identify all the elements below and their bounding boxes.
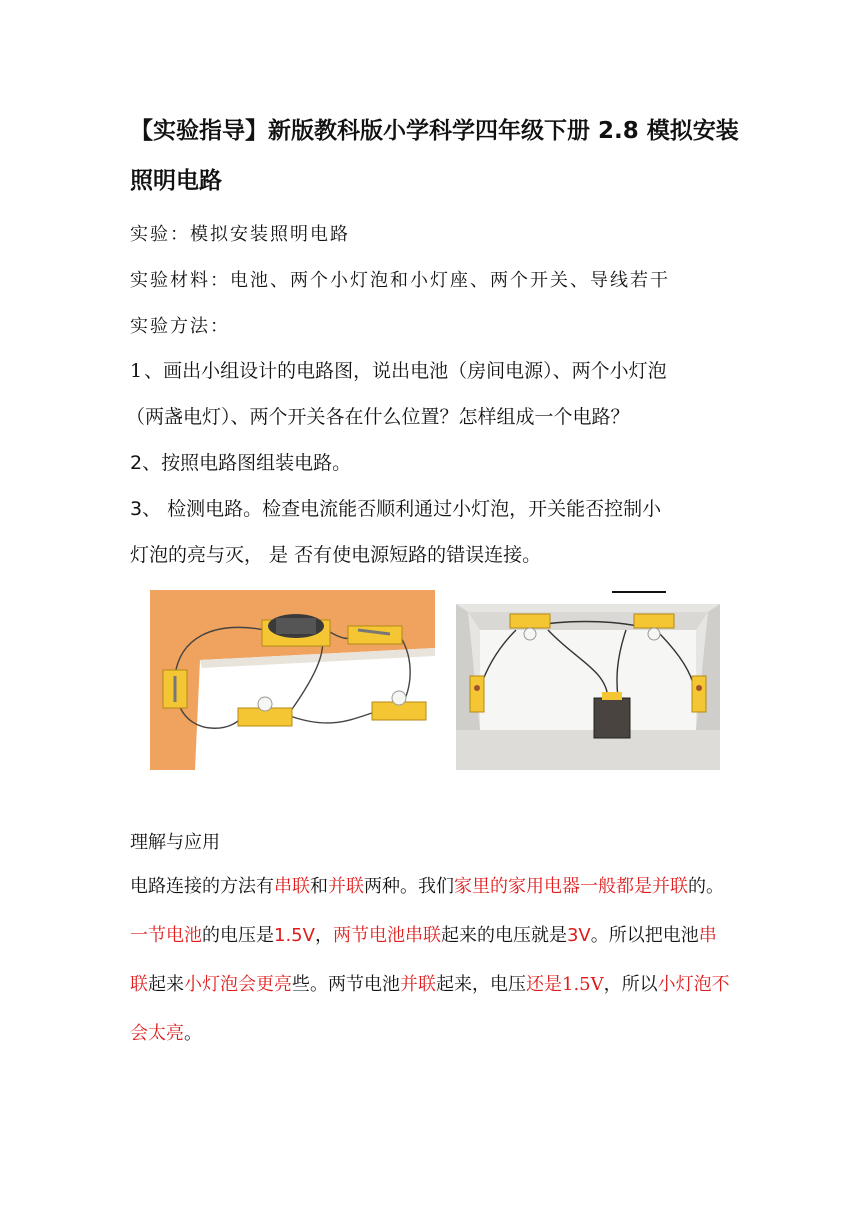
circuit-photo-right [456,590,720,770]
step-1-text: 、画出小组设计的电路图，说出电池（房间电源）、两个小灯泡 [144,360,667,382]
page-title: 【实验指导】新版教科版小学科学四年级下册 2.8 模拟安装照明电路 [130,118,739,194]
step-3-line-2: 灯泡的亮与灭， 是 否有使电源短路的错误连接。 [130,544,542,566]
step-1-line-1 [130,356,730,383]
apply-highlight-8: 串联 [130,925,717,995]
step-2: 2、按照电路图组装电路。 [130,452,352,474]
apply-highlight-6: 两节电池串联 [332,925,441,946]
experiment-line: 实验：模拟安装照明电路 [130,224,350,245]
apply-highlight-12: 小灯泡不会太亮 [130,974,730,1044]
apply-text-9: 起来 [148,974,184,995]
step-1-line-2: （两盏电灯）、两个开关各在什么位置？怎样组成一个电路？ [126,406,630,428]
apply-text-10: 些。两节电池 [292,974,400,995]
apply-text-11: 起来，电压 [436,974,526,995]
apply-text-3: 两种。我们 [364,876,454,897]
apply-text-6: ， [314,925,333,946]
apply-text-12: ，所以 [603,974,658,995]
apply-highlight-9: 小灯泡会更亮 [184,974,292,995]
apply-text-2: 和 [310,876,328,897]
apply-highlight-10: 并联 [400,974,436,995]
method-heading: 实验方法： [130,316,230,337]
apply-paragraph [130,862,734,1058]
circuit-photo-left [150,590,435,770]
apply-highlight-2: 并联 [328,876,364,897]
apply-text-5: 的电压是 [202,925,274,946]
apply-text-13: 。 [184,1023,202,1044]
apply-text-4: 的。 [688,876,724,897]
apply-text-7: 起来的电压就是 [440,925,567,946]
apply-highlight-4: 一节电池 [130,925,202,946]
apply-highlight-3: 家里的家用电器一般都是并联 [454,876,688,897]
apply-highlight-11: 还是1.5V [526,974,604,995]
apply-text-1: 电路连接的方法有 [130,876,274,897]
apply-highlight-5: 1.5V [274,925,315,946]
apply-text-8: 。所以把电池 [590,925,699,946]
materials-line: 实验材料：电池、两个小灯泡和小灯座、两个开关、导线若干 [130,270,670,291]
step-3-line-1: 3、 检测电路。检查电流能否顺利通过小灯泡，开关能否控制小 [130,498,662,520]
apply-highlight-7: 3V [566,925,591,946]
apply-highlight-1: 串联 [274,876,310,897]
apply-heading: 理解与应用 [130,832,220,853]
step-1-number: 1 [130,360,145,382]
